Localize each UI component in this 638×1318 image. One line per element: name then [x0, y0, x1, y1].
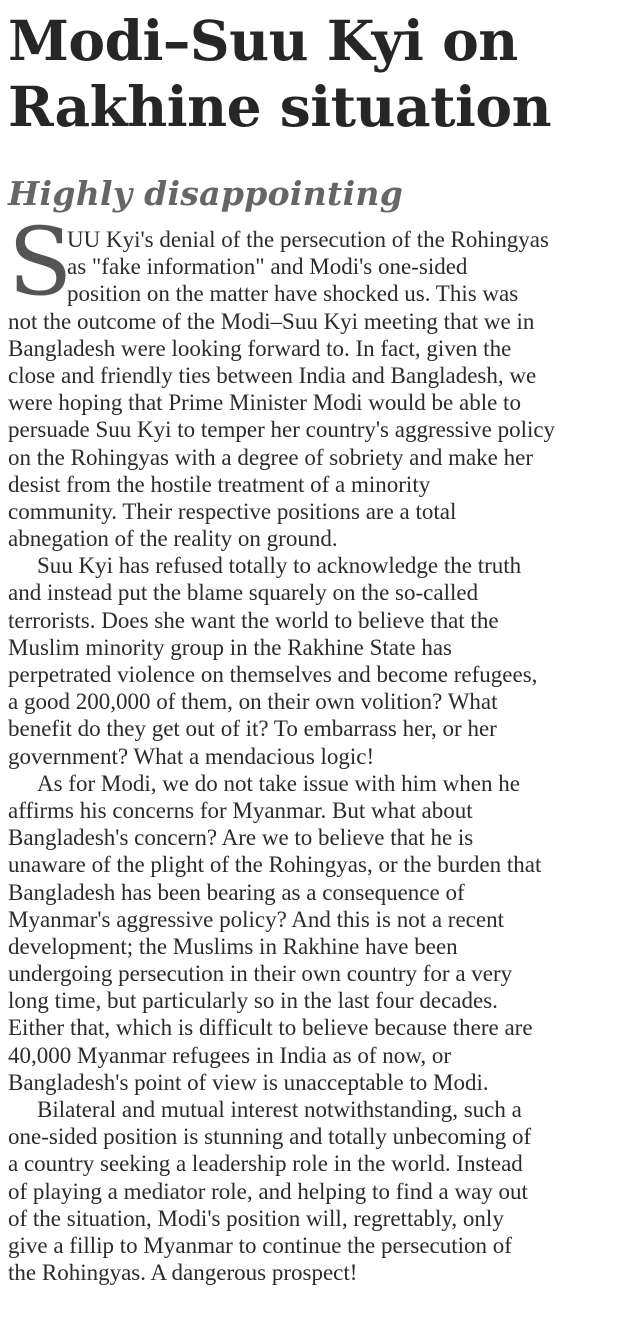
body-line: community. Their respective positions are a total	[8, 498, 457, 524]
body-line: undergoing persecution in their own country for a very	[8, 961, 513, 987]
body-line: Bangladesh were looking forward to. In fact, given the	[8, 335, 512, 361]
body-line: close and friendly ties between India and Bangladesh, we	[8, 362, 537, 388]
body-line: not the outcome of the Modi–Suu Kyi meeting that we in	[8, 308, 535, 334]
body-line: benefit do they get out of it? To embarrass her, or her	[8, 716, 497, 742]
body-line: perpetrated violence on themselves and become refugees,	[8, 662, 538, 687]
body-line: Either that, which is difficult to believe because there are	[8, 1015, 533, 1041]
body-line: and instead put the blame squarely on the so-called	[8, 580, 479, 606]
body-line: As for Modi, we do not take issue with him when he	[37, 770, 520, 796]
body-line: Muslim minority group in the Rakhine State has	[8, 634, 452, 660]
body-line: one-sided position is stunning and totally unbecoming of	[8, 1124, 532, 1150]
body-line: give a fillip to Myanmar to continue the persecution of	[8, 1232, 512, 1258]
body-line: on the Rohingyas with a degree of sobriety and make her	[8, 444, 534, 470]
headline-line-2: Rakhine situation	[8, 74, 552, 139]
body-line: affirms his concerns for Myanmar. But what about	[8, 797, 473, 823]
body-line: unaware of the plight of the Rohingyas, or the burden that	[8, 852, 542, 878]
body-line: abnegation of the reality on ground.	[8, 526, 338, 552]
body-line: 40,000 Myanmar refugees in India as of now, or	[8, 1042, 452, 1068]
body-line: of the situation, Modi's position will, regrettably, only	[8, 1205, 504, 1231]
body-line: the Rohingyas. A dangerous prospect!	[8, 1260, 358, 1286]
body-line: position on the matter have shocked us. This was	[67, 281, 519, 307]
body-line: a good 200,000 of them, on their own volition? What	[8, 689, 498, 715]
body-line: long time, but particularly so in the last four decades.	[8, 988, 498, 1014]
body-line: Bilateral and mutual interest notwithstanding, such a	[37, 1097, 522, 1122]
body-line: persuade Suu Kyi to temper her country's aggressive policy	[8, 417, 556, 443]
body-line: a country seeking a leadership role in the world. Instead	[8, 1151, 523, 1177]
drop-cap-letter: S	[8, 208, 73, 317]
subheadline: Highly disappointing	[8, 174, 404, 213]
body-line: UU Kyi's denial of the persecution of the Rohingyas	[67, 227, 549, 252]
body-line: Suu Kyi has refused totally to acknowledge the truth	[37, 553, 522, 579]
body-line: as "fake information" and Modi's one-sided	[67, 254, 468, 280]
body-line: government? What a mendacious logic!	[8, 743, 375, 769]
article-body	[8, 208, 632, 1286]
body-line: Bangladesh has been bearing as a consequence of	[8, 879, 465, 905]
headline	[8, 8, 628, 140]
body-line: were hoping that Prime Minister Modi would be able to	[8, 390, 521, 416]
body-line: development; the Muslims in Rakhine have been	[8, 933, 458, 959]
headline-line-1: Modi–Suu Kyi on	[8, 8, 518, 73]
body-line: terrorists. Does she want the world to believe that the	[8, 607, 499, 633]
body-line: of playing a mediator role, and helping to find a way out	[8, 1178, 528, 1204]
body-line: desist from the hostile treatment of a minority	[8, 471, 431, 497]
body-line: Bangladesh's concern? Are we to believe that he is	[8, 825, 474, 851]
body-line: Bangladesh's point of view is unacceptable to Modi.	[8, 1069, 489, 1095]
body-line: Myanmar's aggressive policy? And this is not a recent	[8, 906, 504, 932]
